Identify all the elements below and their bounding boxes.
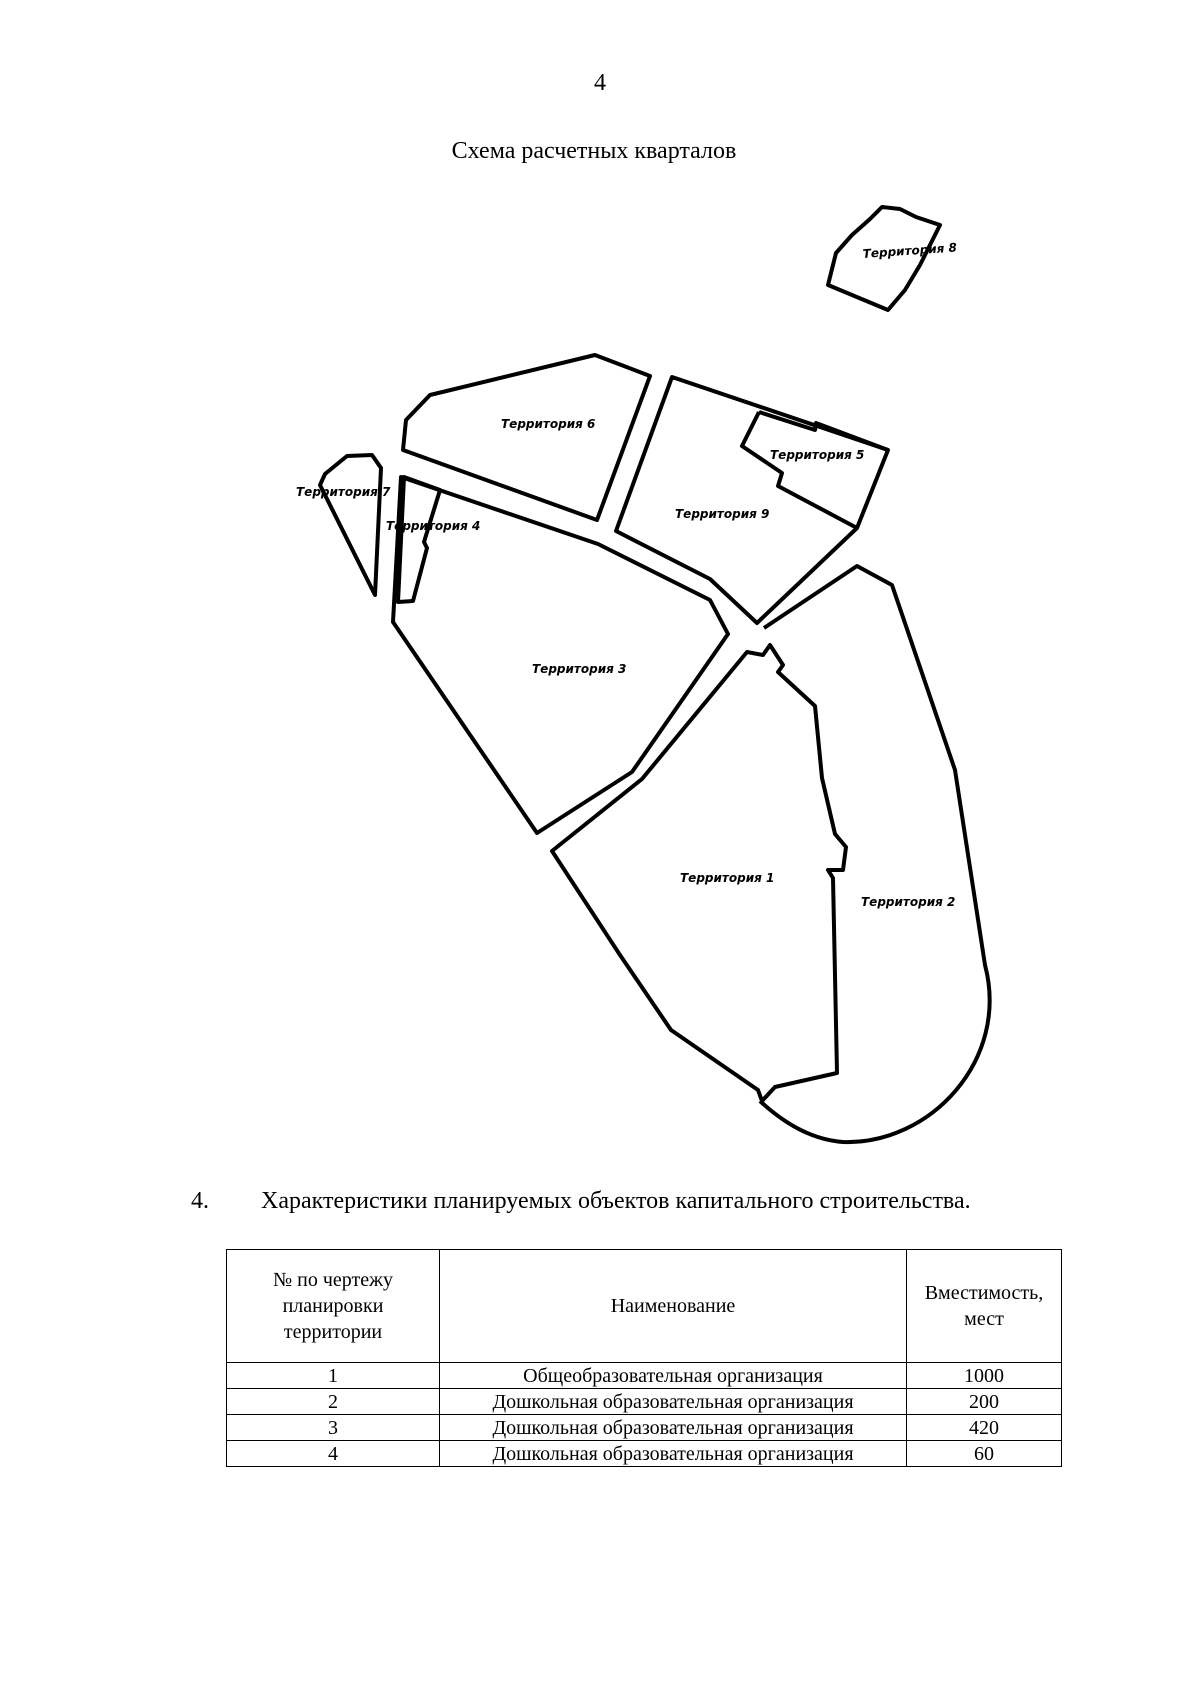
territory-7-boundary [320,455,381,595]
cell-capacity: 1000 [907,1363,1062,1389]
header-name: Наименование [440,1250,907,1363]
territory-label-6: Территория 6 [501,417,596,431]
scheme-title-text: Схема расчетных кварталов [451,138,737,164]
territory-label-5: Территория 5 [770,448,865,462]
cell-name: Дошкольная образовательная организация [440,1415,907,1441]
table-row [227,1363,1062,1389]
section-number: 4. [191,1188,209,1214]
territory-9-boundary [616,377,888,623]
cell-number: 3 [227,1415,440,1441]
territory-label-2: Территория 2 [861,895,956,909]
territory-2-boundary [760,566,990,1142]
territory-label-1: Территория 1 [680,871,775,885]
cell-capacity: 200 [907,1389,1062,1415]
header-capacity: Вместимость, мест [907,1250,1062,1363]
table-row [227,1415,1062,1441]
cell-name: Общеобразовательная организация [440,1363,907,1389]
section-title: Характеристики планируемых объектов капитального строительства. [261,1188,971,1214]
territory-label-9: Территория 9 [675,507,770,521]
territory-label-7: Территория 7 [296,485,391,499]
capital-objects-table [226,1249,1062,1467]
table-header-row [227,1250,1062,1363]
header-number: № по чертежу планировки территории [227,1250,440,1363]
cell-number: 2 [227,1389,440,1415]
cell-capacity: 420 [907,1415,1062,1441]
cell-name: Дошкольная образовательная организация [440,1441,907,1467]
territory-label-3: Территория 3 [532,662,627,676]
territory-label-4: Территория 4 [386,519,481,533]
cell-number: 1 [227,1363,440,1389]
cell-name: Дошкольная образовательная организация [440,1389,907,1415]
territory-4-boundary [398,477,440,602]
page-number: 4 [594,70,606,96]
table-row [227,1441,1062,1467]
territory-label-8: Территория 8 [862,240,958,261]
territory-5-top-edge [759,412,888,450]
table-row [227,1389,1062,1415]
cell-capacity: 60 [907,1441,1062,1467]
cell-number: 4 [227,1441,440,1467]
